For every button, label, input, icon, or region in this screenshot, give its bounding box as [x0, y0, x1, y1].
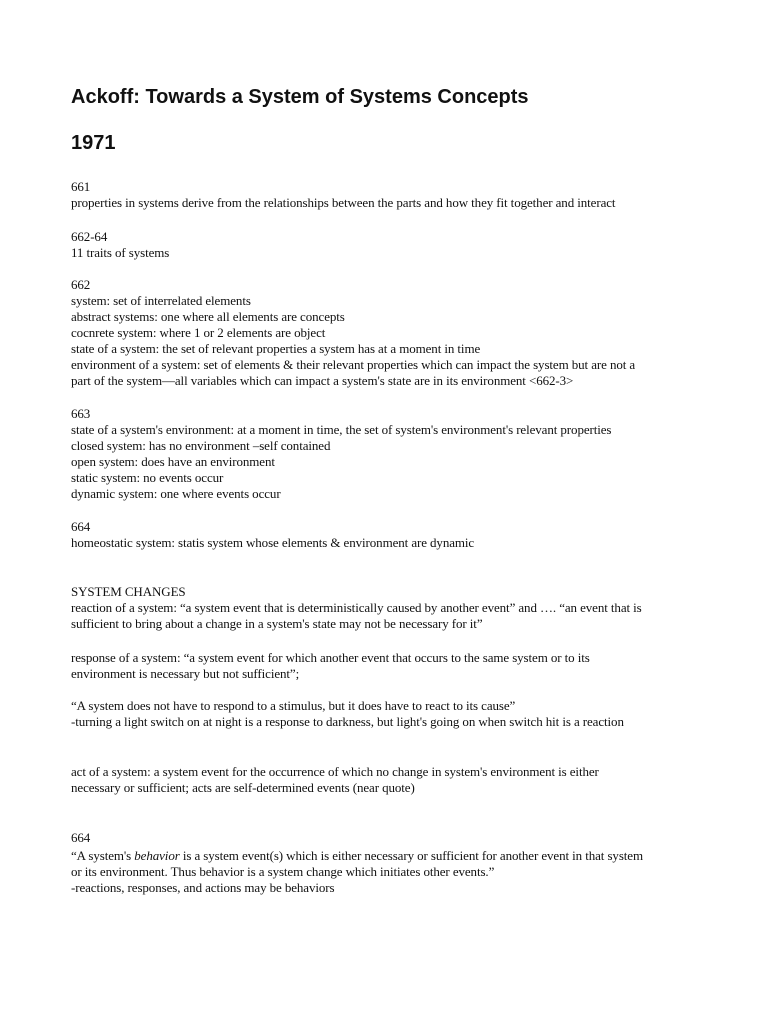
note-line: closed system: has no environment –self contained [71, 438, 331, 453]
quote-rest: is a system event(s) which is either necessary or sufficient for another event in that system [179, 848, 643, 863]
page-ref: 661 [71, 179, 91, 194]
document-year: 1971 [71, 132, 116, 154]
note-line: static system: no events occur [71, 470, 224, 485]
section-662-64 [71, 229, 169, 261]
note-line: environment of a system: set of elements & their relevant properties which can impact the system but are not a [71, 357, 636, 372]
page-ref: 663 [71, 406, 91, 421]
note-line: system: set of interrelated elements [71, 293, 251, 308]
note-line [71, 848, 643, 864]
section-quote [71, 698, 624, 730]
page-ref: 664 [71, 519, 91, 534]
page-ref: 664 [71, 830, 91, 845]
quote-start: “A system's [71, 848, 135, 863]
note-line: -turning a light switch on at night is a response to darkness, but light's going on when switch hit is a reaction [71, 714, 624, 729]
page-ref: 662 [71, 277, 91, 292]
note-line: “A system does not have to respond to a stimulus, but it does have to react to its cause” [71, 698, 516, 713]
section-662 [71, 277, 635, 389]
note-line: cocnrete system: where 1 or 2 elements are object [71, 325, 326, 340]
note-line: properties in systems derive from the relationships between the parts and how they fit together and interact [71, 195, 616, 210]
note-line: sufficient to bring about a change in a system's state may not be necessary for it” [71, 616, 483, 631]
note-line: abstract systems: one where all elements are concepts [71, 309, 345, 324]
note-line: act of a system: a system event for the occurrence of which no change in system's environment is either [71, 764, 599, 779]
page-ref: 662-64 [71, 229, 108, 244]
note-line: state of a system's environment: at a moment in time, the set of system's environment's relevant properties [71, 422, 612, 437]
section-663 [71, 406, 611, 502]
section-response [71, 650, 590, 682]
note-line: open system: does have an environment [71, 454, 275, 469]
section-heading: SYSTEM CHANGES [71, 584, 186, 599]
section-661 [71, 179, 615, 211]
note-line: 11 traits of systems [71, 245, 170, 260]
section-system-changes [71, 584, 642, 632]
section-664-behavior [71, 830, 643, 896]
note-line: homeostatic system: statis system whose elements & environment are dynamic [71, 535, 475, 550]
note-line: response of a system: “a system event for which another event that occurs to the same system or to its [71, 650, 590, 665]
note-line: dynamic system: one where events occur [71, 486, 281, 501]
note-line: -reactions, responses, and actions may be behaviors [71, 880, 335, 895]
note-line: reaction of a system: “a system event that is deterministically caused by another event” and …. “an event that is [71, 600, 642, 615]
section-act [71, 764, 599, 796]
note-line: part of the system—all variables which can impact a system's state are in its environment <662-3> [71, 373, 574, 388]
section-664 [71, 519, 474, 551]
note-line: or its environment. Thus behavior is a system change which initiates other events.” [71, 864, 495, 879]
note-line: state of a system: the set of relevant properties a system has at a moment in time [71, 341, 481, 356]
document-title: Ackoff: Towards a System of Systems Concepts [71, 86, 529, 108]
note-line: necessary or sufficient; acts are self-determined events (near quote) [71, 780, 415, 795]
emphasis-behavior: behavior [134, 848, 180, 863]
note-line: environment is necessary but not sufficient”; [71, 666, 300, 681]
